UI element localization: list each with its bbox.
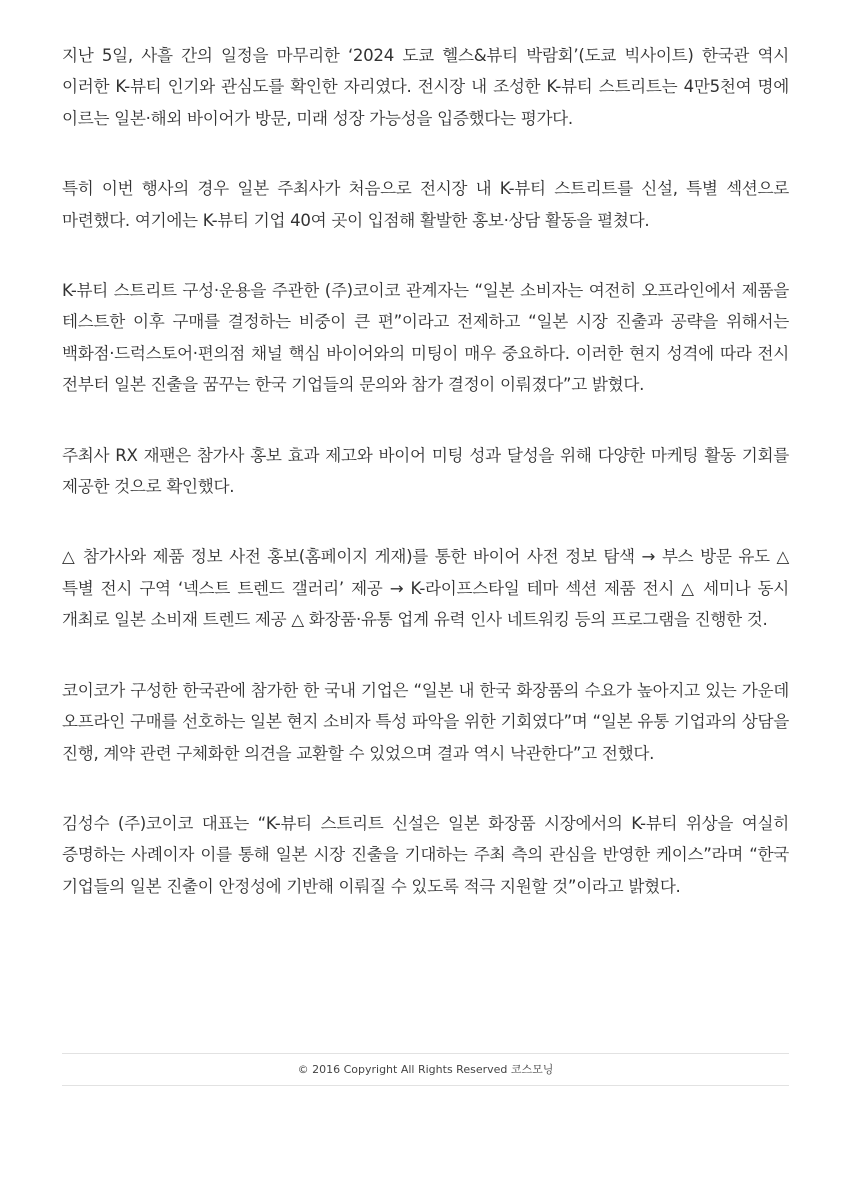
article-body (62, 40, 789, 941)
article-paragraph-6: 코이코가 구성한 한국관에 참가한 한 국내 기업은 “일본 내 한국 화장품의 수요가 높아지고 있는 가운데 오프라인 구매를 선호하는 일본 현지 소비자 특성 파악을 위한 기회였다”며 “일본 유통 기업과의 상담을 진행, 계약 관련 구체화한 의견을 교환할 수 있었으며 결과 역시 낙관한다”고 전했다. (62, 680, 789, 763)
article-paragraph-2: 특히 이번 행사의 경우 일본 주최사가 처음으로 전시장 내 K-뷰티 스트리트를 신설, 특별 섹션으로 마련했다. 여기에는 K-뷰티 기업 40여 곳이 입점해 활발한 홍보·상담 활동을 펼쳤다. (62, 179, 789, 230)
article-paragraph-1: 지난 5일, 사흘 간의 일정을 마무리한 ‘2024 도쿄 헬스&뷰티 박람회’(도쿄 빅사이트) 한국관 역시 이러한 K-뷰티 인기와 관심도를 확인한 자리였다. 전시장 내 조성한 K-뷰티 스트리트는 4만5천여 명에 이르는 일본·해외 바이어가 방문, 미래 성장 가능성을 입증했다는 평가다. (62, 46, 789, 128)
article-paragraph-5: △ 참가사와 제품 정보 사전 홍보(홈페이지 게재)를 통한 바이어 사전 정보 탐색 → 부스 방문 유도 △ 특별 전시 구역 ‘넥스트 트렌드 갤러리’ 제공 → K-라이프스타일 테마 섹션 제품 전시 △ 세미나 동시 개최로 일본 소비재 트렌드 제공 △ 화장품·유통 업계 유력 인사 네트워킹 등의 프로그램을 진행한 것. (62, 547, 789, 630)
article-paragraph-3: K-뷰티 스트리트 구성·운용을 주관한 (주)코이코 관계자는 “일본 소비자는 여전히 오프라인에서 제품을 테스트한 이후 구매를 결정하는 비중이 큰 편”이라고 전제하고 “일본 시장 진출과 공략을 위해서는 백화점·드럭스토어·편의점 채널 핵심 바이어와의 미팅이 매우 중요하다. 이러한 현지 성격에 따라 전시 전부터 일본 진출을 꿈꾸는 한국 기업들의 문의와 참가 결정이 이뤄졌다”고 밝혔다. (62, 281, 789, 395)
article-paragraph-7: 김성수 (주)코이코 대표는 “K-뷰티 스트리트 신설은 일본 화장품 시장에서의 K-뷰티 위상을 여실히 증명하는 사례이자 이를 통해 일본 시장 진출을 기대하는 주최 측의 관심을 반영한 케이스”라며 “한국 기업들의 일본 진출이 안정성에 기반해 이뤄질 수 있도록 적극 지원할 것”이라고 밝혔다. (62, 813, 789, 896)
footer-copyright: © 2016 Copyright All Rights Reserved 코스모닝 (62, 1053, 789, 1086)
article-paragraph-4: 주최사 RX 재팬은 참가사 홍보 효과 제고와 바이어 미팅 성과 달성을 위해 다양한 마케팅 활동 기회를 제공한 것으로 확인했다. (62, 445, 789, 497)
